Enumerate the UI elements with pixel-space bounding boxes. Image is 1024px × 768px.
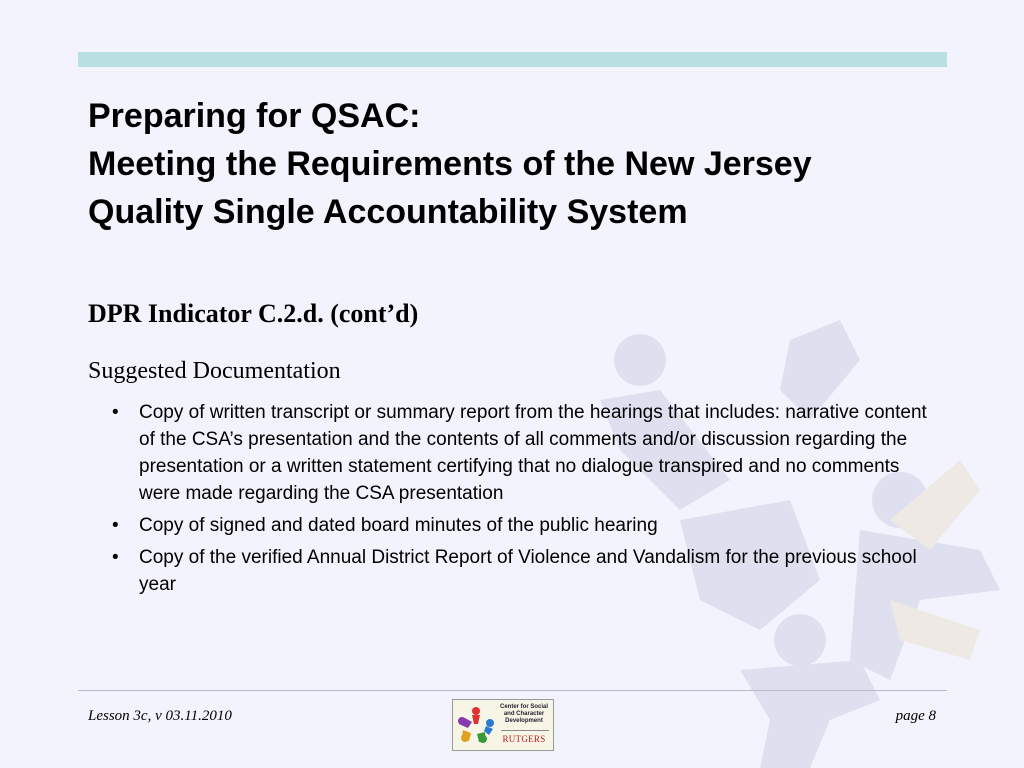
list-item-text: Copy of written transcript or summary report from the hearings that includes: narrative content of the CSA’s presentation and the contents of all comments and/or discussion regarding the presentation or a written statement certifying that no dialogue transpired and no comments were made regarding the CSA presentation [139,402,927,504]
title-line-1: Preparing for QSAC: [88,97,421,135]
indicator-subtitle: DPR Indicator C.2.d. (cont’d) [88,299,419,328]
list-item-text: Copy of signed and dated board minutes of the public hearing [139,515,658,536]
footer-divider [78,690,947,691]
footer-lesson-version: Lesson 3c, v 03.11.2010 [88,708,232,724]
list-item [112,512,932,539]
title-line-2: Meeting the Requirements of the New Jersey [88,145,812,183]
csd-rutgers-logo [452,699,554,751]
logo-line-1: Center for Social [499,704,548,710]
logo-center-name [493,704,554,725]
logo-divider [501,730,549,731]
logo-university: RUTGERS [502,734,546,744]
list-item [112,544,932,598]
slide-title [88,92,958,236]
section-heading: Suggested Documentation [88,358,341,384]
top-accent-bar [78,52,947,67]
bullet-icon: • [112,547,119,568]
bullet-icon: • [112,515,119,536]
title-line-3: Quality Single Accountability System [88,193,688,231]
list-item [112,399,932,507]
logo-line-2: and Character [503,711,545,717]
list-item-text: Copy of the verified Annual District Report of Violence and Vandalism for the previous school year [139,547,917,595]
logo-line-3: Development [505,718,543,724]
children-circle-logo-icon [455,704,497,746]
documentation-list [112,399,932,603]
footer-page-number: page 8 [895,708,936,724]
bullet-icon: • [112,402,119,423]
